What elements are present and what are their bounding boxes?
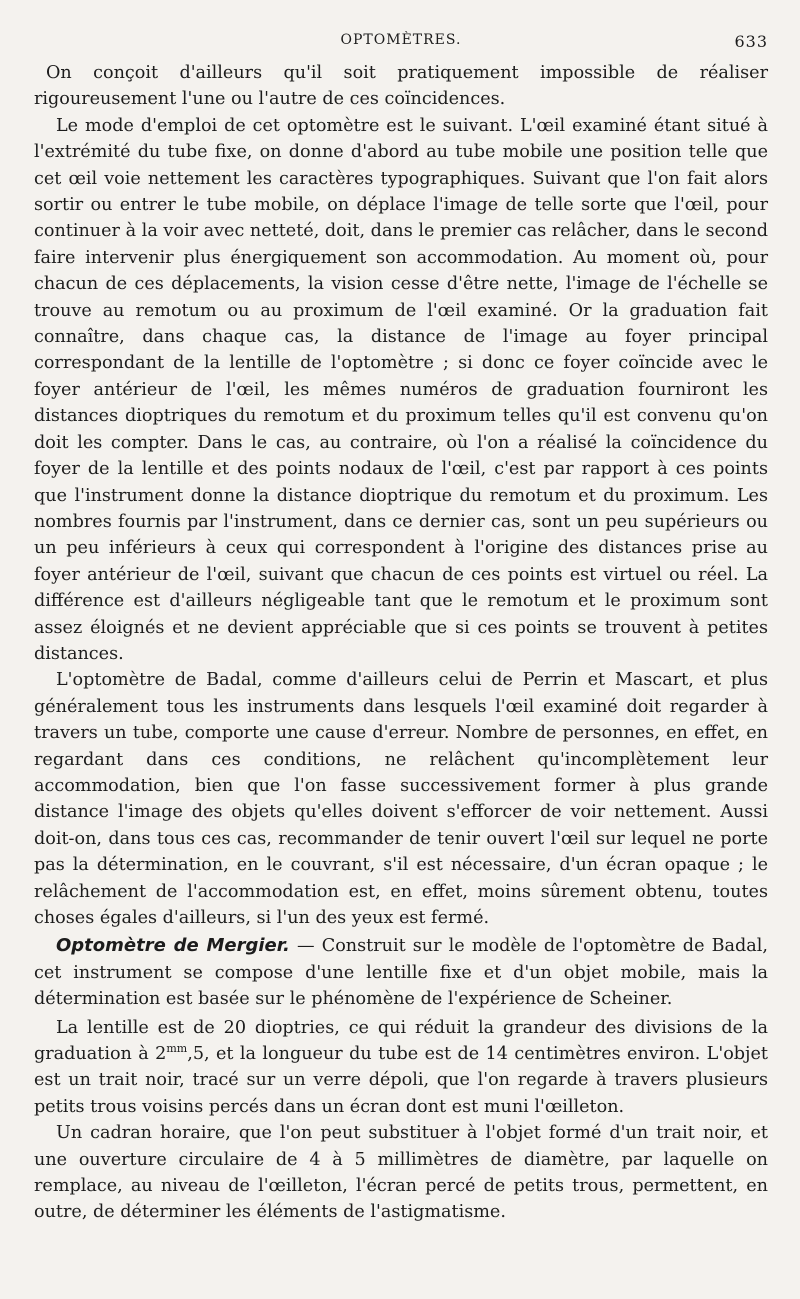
lens-text-after: ,5, et la longueur du tube est de 14 centimètres environ. L'objet est un trait noir, tracé sur un verre dépoli, que l'on regarde à travers plusieurs petits trous voisins percés dans un écran dont est muni l'œilleton. — [34, 1044, 768, 1117]
page-header — [34, 28, 768, 60]
section-intro: — Construit sur le modèle de l'optomètre de Badal, cet instrument se compose d'une lentille fixe et d'un objet mobile, mais la détermination est basée sur le phénomène de l'expérience de Scheiner. — [34, 936, 768, 1010]
paragraph — [34, 1015, 768, 1121]
paragraph: Le mode d'emploi de cet optomètre est le suivant. L'œil examiné étant situé à l'extrémité du tube fixe, on donne d'abord au tube mobile une position telle que cet œil voie nettement les caractères typographiques. Suivant que l'on fait alors sortir ou entrer le tube mobile, on déplace l'image de telle sorte que l'œil, pour continuer à la voir avec netteté, doit, dans le premier cas relâcher, dans le second faire intervenir plus énergiquement son accommodation. Au moment où, pour chacun de ces déplacements, la vision cesse d'être nette, l'image de l'échelle se trouve au remotum ou au proximum de l'œil examiné. Or la graduation fait connaître, dans chaque cas, la distance de l'image au foyer principal correspondant de la lentille de l'optomètre ; si donc ce foyer coïncide avec le foyer antérieur de l'œil, les mêmes numéros de graduation fourniront les distances dioptriques du remotum et du proximum telles qu'il est convenu qu'on doit les compter. Dans le cas, au contraire, où l'on a réalisé la coïncidence du foyer de la lentille et des points nodaux de l'œil, c'est par rapport à ces points que l'instrument donne la distance dioptrique du remotum et du proximum. Les nombres fournis par l'instrument, dans ce dernier cas, sont un peu supérieurs ou un peu inférieurs à ceux qui correspondent à l'origine des distances prise au foyer antérieur de l'œil, suivant que chacun de ces points est virtuel ou réel. La différence est d'ailleurs négligeable tant que le remotum et le proximum sont assez éloignés et ne devient appréciable que si ces points se trouvent à petites distances. — [34, 115, 768, 664]
running-title: OPTOMÈTRES. — [340, 32, 462, 48]
unit-superscript: mm — [166, 1042, 188, 1056]
page-number: 633 — [734, 32, 768, 51]
paragraph: L'optomètre de Badal, comme d'ailleurs celui de Perrin et Mascart, et plus généralement tous les instruments dans lesquels l'œil examiné doit regarder à travers un tube, comporte une cause d'erreur. Nombre de personnes, en effet, en regardant dans ces conditions, ne relâchent qu'incomplètement leur accommodation, bien que l'on fasse successivement former à plus grande distance l'image des objets qu'elles doivent s'efforcer de voir nettement. Aussi doit-on, dans tous ces cas, recommander de tenir ouvert l'œil sur lequel ne porte pas la détermination, en le couvrant, s'il est nécessaire, d'un écran opaque ; le relâchement de l'accommodation est, en effet, moins sûrement obtenu, toutes choses égales d'ailleurs, si l'un des yeux est fermé. — [34, 670, 768, 928]
section-paragraph — [34, 933, 768, 1012]
paragraph: Un cadran horaire, que l'on peut substituer à l'objet formé d'un trait noir, et une ouverture circulaire de 4 à 5 millimètres de diamètre, par laquelle on remplace, au niveau de l'œilleton, l'écran percé de petits trous, permettent, en outre, de déterminer les éléments de l'astigmatisme. — [34, 1123, 768, 1223]
section-heading: Optomètre de Mergier. — [56, 935, 290, 957]
body-text — [34, 60, 768, 1226]
book-page — [34, 28, 768, 1278]
paragraph: On conçoit d'ailleurs qu'il soit pratiquement impossible de réaliser rigoureusement l'une ou l'autre de ces coïncidences. — [34, 63, 768, 110]
lens-text-before: La lentille est de 20 dioptries, ce qui réduit la grandeur des divisions de la graduation à 2 — [34, 1017, 768, 1065]
